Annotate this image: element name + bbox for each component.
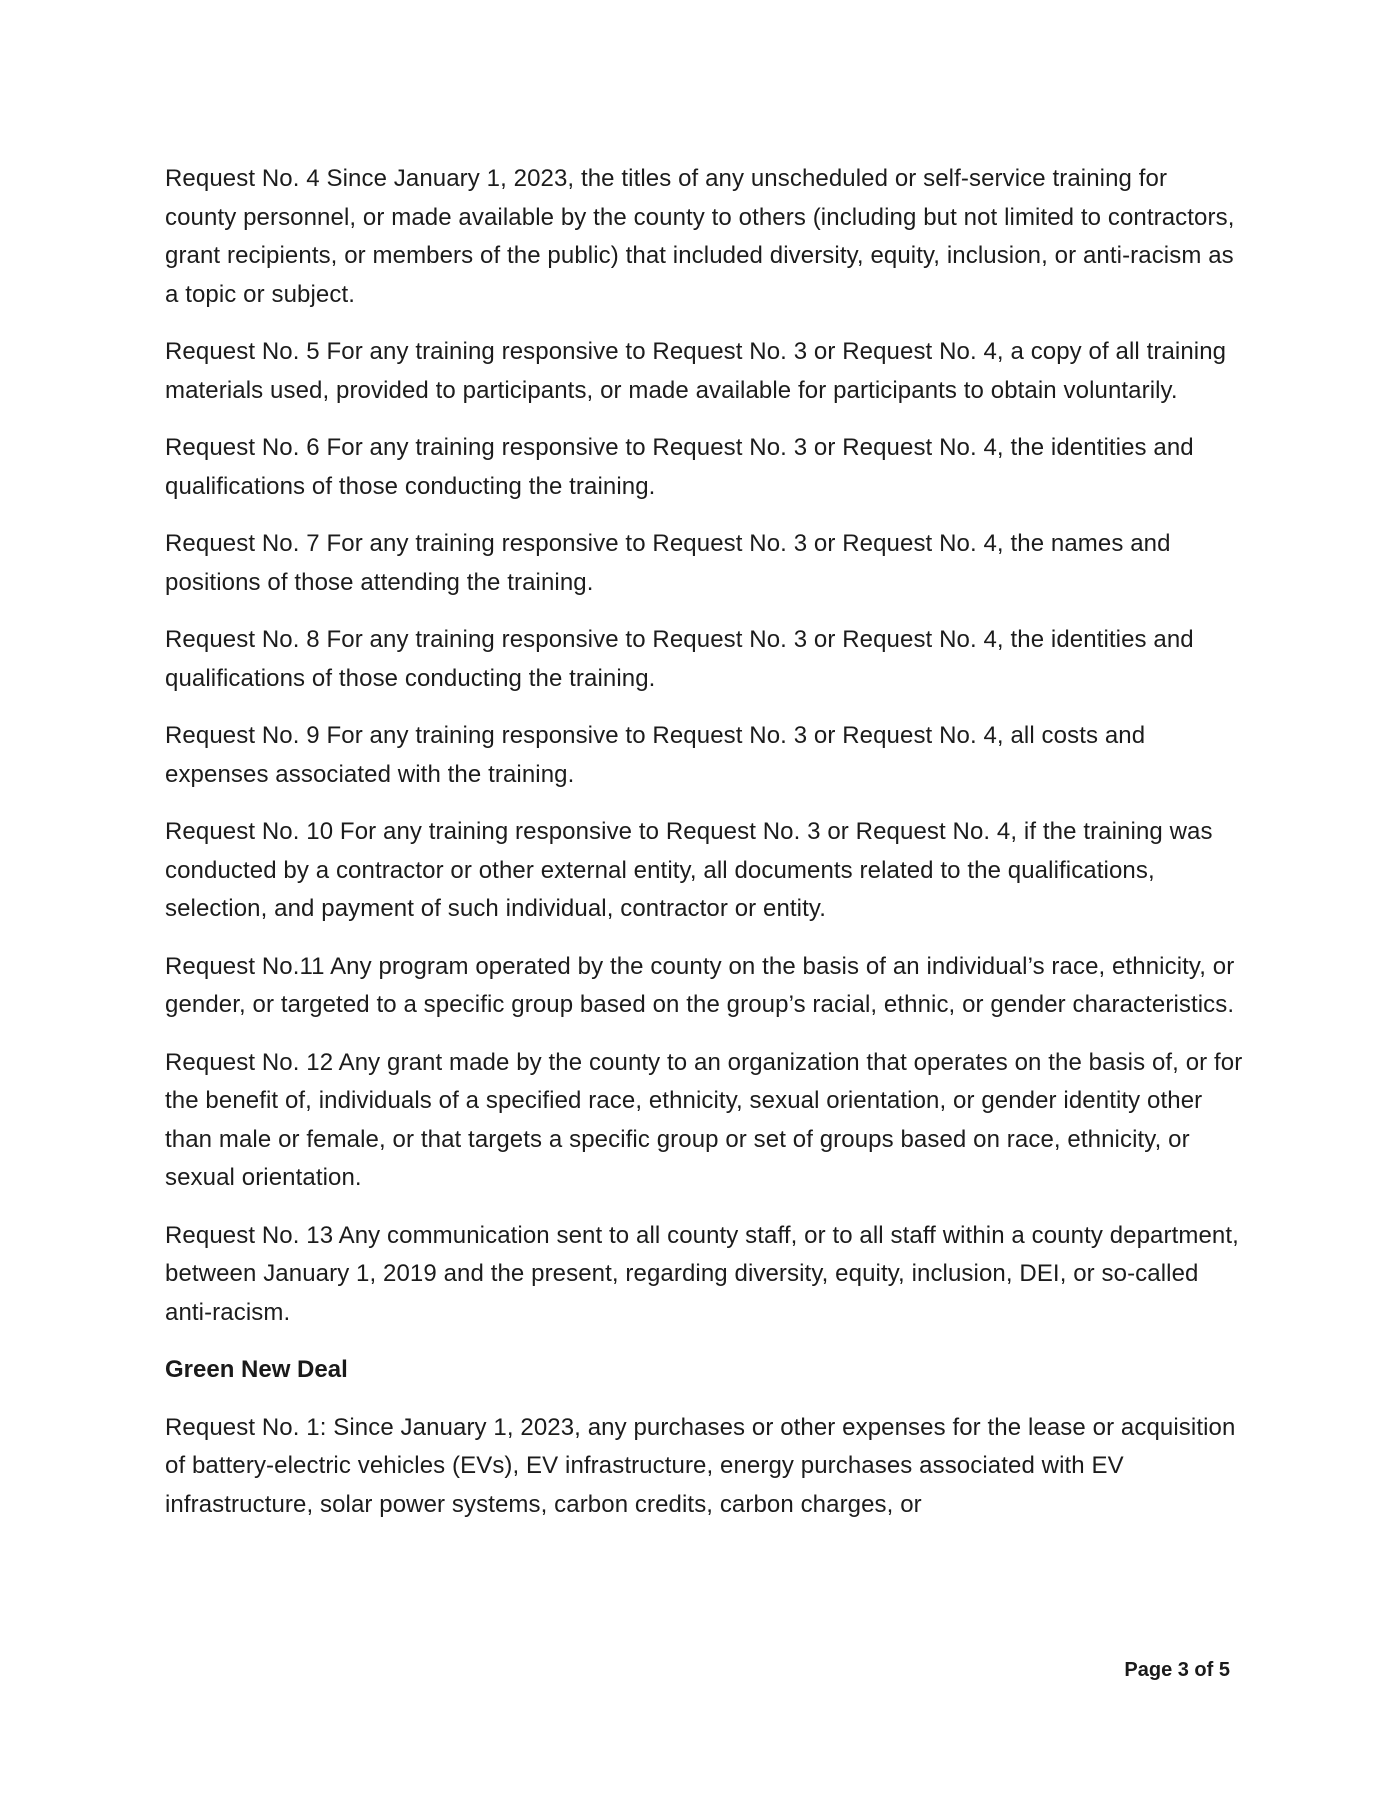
request-paragraph-6: Request No. 6 For any training responsive to Request No. 3 or Request No. 4, the identities and qualifications of those conducting the training.	[165, 434, 1194, 500]
page-number: Page 3 of 5	[1124, 1659, 1230, 1681]
request-paragraph-10: Request No. 10 For any training responsive to Request No. 3 or Request No. 4, if the training was conducted by a contractor or other external entity, all documents related to the qualifications, selection, and payment of such individual, contractor or entity.	[165, 818, 1213, 922]
document-body	[165, 160, 1245, 1543]
request-paragraph-13: Request No. 13 Any communication sent to all county staff, or to all staff within a county department, between January 1, 2019 and the present, regarding diversity, equity, inclusion, DEI, or so-called anti-racism.	[165, 1221, 1239, 1326]
green-request-paragraph-1: Request No. 1: Since January 1, 2023, any purchases or other expenses for the lease or acquisition of battery-electric vehicles (EVs), EV infrastructure, energy purchases associated with EV infrastructure, solar power systems, carbon credits, carbon charges, or	[165, 1413, 1236, 1518]
section-heading-green-new-deal: Green New Deal	[165, 1356, 348, 1383]
request-paragraph-12: Request No. 12 Any grant made by the county to an organization that operates on the basis of, or for the benefit of, individuals of a specified race, ethnicity, sexual orientation, or gender identity other than male or female, or that targets a specific group or set of groups based on race, ethnicity, or sexual orientation.	[165, 1048, 1243, 1191]
request-paragraph-9: Request No. 9 For any training responsive to Request No. 3 or Request No. 4, all costs and expenses associated with the training.	[165, 722, 1146, 788]
request-paragraph-11: Request No.11 Any program operated by the county on the basis of an individual’s race, ethnicity, or gender, or targeted to a specific group based on the group’s racial, ethnic, or gender characteristics.	[165, 952, 1235, 1018]
request-paragraph-5: Request No. 5 For any training responsive to Request No. 3 or Request No. 4, a copy of all training materials used, provided to participants, or made available for participants to obtain voluntarily.	[165, 338, 1227, 404]
request-paragraph-7: Request No. 7 For any training responsive to Request No. 3 or Request No. 4, the names and positions of those attending the training.	[165, 530, 1171, 596]
request-paragraph-4: Request No. 4 Since January 1, 2023, the titles of any unscheduled or self-service training for county personnel, or made available by the county to others (including but not limited to contractors, grant recipients, or members of the public) that included diversity, equity, inclusion, or anti-racism as a topic or subject.	[165, 165, 1235, 308]
request-paragraph-8: Request No. 8 For any training responsive to Request No. 3 or Request No. 4, the identities and qualifications of those conducting the training.	[165, 626, 1194, 692]
